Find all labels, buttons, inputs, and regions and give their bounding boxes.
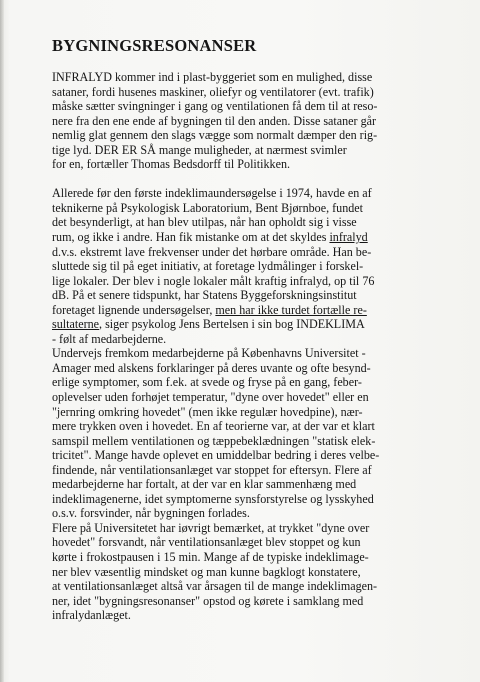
text-line [52, 259, 472, 274]
paragraph-gap [52, 172, 472, 187]
text-line [52, 492, 472, 507]
text-line [52, 535, 472, 550]
text-line [52, 608, 472, 623]
text-segment: Flere på Universitetet har iøvrigt bemærket, at trykket "dyne over [52, 520, 370, 535]
document-body [52, 70, 472, 623]
text-line [52, 506, 472, 521]
text-line [52, 477, 472, 492]
text-line [52, 550, 472, 565]
underlined-text: infralyd [329, 229, 368, 244]
paragraph [52, 70, 472, 172]
paragraph [52, 186, 472, 346]
text-line [52, 521, 472, 536]
text-segment: dB. På et senere tidspunkt, har Statens Byggeforskningsinstitut [52, 288, 357, 303]
underlined-text: men har ikke turdet fortælle re- [215, 302, 367, 317]
text-line [52, 405, 472, 420]
text-segment: det besynderligt, at han blev utilpas, når han opholdt sig i visse [52, 215, 357, 230]
text-segment: ner, idet "bygningsresonanser" opstod og kørete i samklang med [52, 593, 364, 608]
page-edge-shadow [0, 0, 4, 682]
text-segment: "jernring omkring hovedet" (men ikke regulær hovedpine), nær- [52, 404, 363, 419]
text-segment: måske sætter svingninger i gang og ventilationen få dem til at reso- [52, 99, 378, 114]
paragraph [52, 346, 472, 622]
text-line [52, 375, 472, 390]
text-line [52, 346, 472, 361]
text-segment: Undervejs fremkom medarbejderne på Københavns Universitet - [52, 346, 366, 361]
text-segment: , siger psykolog Jens Bertelsen i sin bog INDEKLIMA [99, 317, 365, 332]
text-line [52, 303, 472, 318]
text-line [52, 434, 472, 449]
text-line [52, 274, 472, 289]
text-segment: sataner, fordi husenes maskiner, oliefyr og ventilatorer (evt. trafik) [52, 84, 374, 99]
text-segment: for en, fortæller Thomas Bedsdorff til Politikken. [52, 157, 291, 172]
text-line [52, 361, 472, 376]
text-line [52, 579, 472, 594]
text-line [52, 390, 472, 405]
text-line [52, 99, 472, 114]
text-segment: d.v.s. ekstremt lave frekvenser under det hørbare område. Han be- [52, 244, 372, 259]
text-line [52, 157, 472, 172]
text-segment: lige lokaler. Der blev i nogle lokaler målt kraftig infralyd, op til 76 [52, 273, 375, 288]
text-line [52, 463, 472, 478]
text-segment: nere fra den ene ende af bygningen til den anden. Disse sataner går [52, 113, 377, 128]
text-segment: indeklimagenerne, idet symptomerne synsforstyrelse og lysskyhed [52, 491, 374, 506]
text-segment: foretaget lignende undersøgelser, [52, 302, 216, 317]
text-segment: teknikerne på Psykologisk Laboratorium, Bent Bjørnboe, fundet [52, 200, 364, 215]
text-line [52, 230, 472, 245]
text-segment: Allerede før den første indeklimaundersøgelse i 1974, havde en af [52, 186, 372, 201]
text-line [52, 215, 472, 230]
text-line [52, 288, 472, 303]
text-line [52, 143, 472, 158]
text-segment: at ventilationsanlæget altså var årsagen til de mange indeklimagen- [52, 579, 378, 594]
text-line [52, 317, 472, 332]
text-segment: mere trykken oven i hovedet. En af teorierne var, at der var et klart [52, 419, 375, 434]
text-segment: o.s.v. forsvinder, når bygningen forlades. [52, 506, 250, 521]
text-segment: tige lyd. DER ER SÅ mange muligheder, at nærmest svimler [52, 142, 347, 157]
text-segment: hovedet" forsvandt, når ventilationsanlæget blev stoppet og kun [52, 535, 361, 550]
text-segment: rum, og ikke i andre. Han fik mistanke om at det skyldes [52, 229, 330, 244]
text-segment: Amager med alskens forklaringer på deres uvante og ofte besynd- [52, 360, 371, 375]
text-line [52, 128, 472, 143]
text-line [52, 565, 472, 580]
text-segment: infralydanlæget. [52, 608, 131, 623]
text-segment: - følt af medarbejderne. [52, 331, 167, 346]
document-title: BYGNINGSRESONANSER [52, 36, 257, 55]
text-segment: oplevelser uden forhøjet temperatur, "dyne over hovedet" eller en [52, 389, 369, 404]
text-line [52, 70, 472, 85]
text-segment: erlige symptomer, som f.ek. at svede og fryse på en gang, feber- [52, 375, 362, 390]
text-line [52, 245, 472, 260]
text-line [52, 448, 472, 463]
text-line [52, 332, 472, 347]
text-line [52, 594, 472, 609]
text-line [52, 201, 472, 216]
text-segment: findende, når ventilationsanlæget var stoppet for eftersyn. Flere af [52, 462, 372, 477]
text-line [52, 186, 472, 201]
text-segment: INFRALYD kommer ind i plast-byggeriet som en mulighed, disse [52, 70, 373, 84]
text-segment: ner blev væsentlig mindsket og man kunne bagklogt konstatere, [52, 564, 361, 579]
underlined-text: sultaterne [52, 317, 100, 332]
text-line [52, 114, 472, 129]
text-segment: nemlig glat gennem den slags vægge som normalt dæmper den rig- [52, 128, 378, 143]
text-segment: tricitet". Mange havde oplevet en umiddelbar bedring i deres velbe- [52, 448, 380, 463]
text-line [52, 419, 472, 434]
text-segment: medarbejderne har fortalt, at der var en klar sammenhæng med [52, 477, 357, 492]
text-segment: sluttede sig til på eget initiativ, at foretage lydmålinger i forskel- [52, 259, 364, 274]
text-segment: kørte i frokostpausen i 15 min. Mange af de typiske indeklimage- [52, 550, 369, 564]
text-segment: samspil mellem ventilationen og tæppebeklædningen "statisk elek- [52, 433, 376, 448]
text-line [52, 85, 472, 100]
